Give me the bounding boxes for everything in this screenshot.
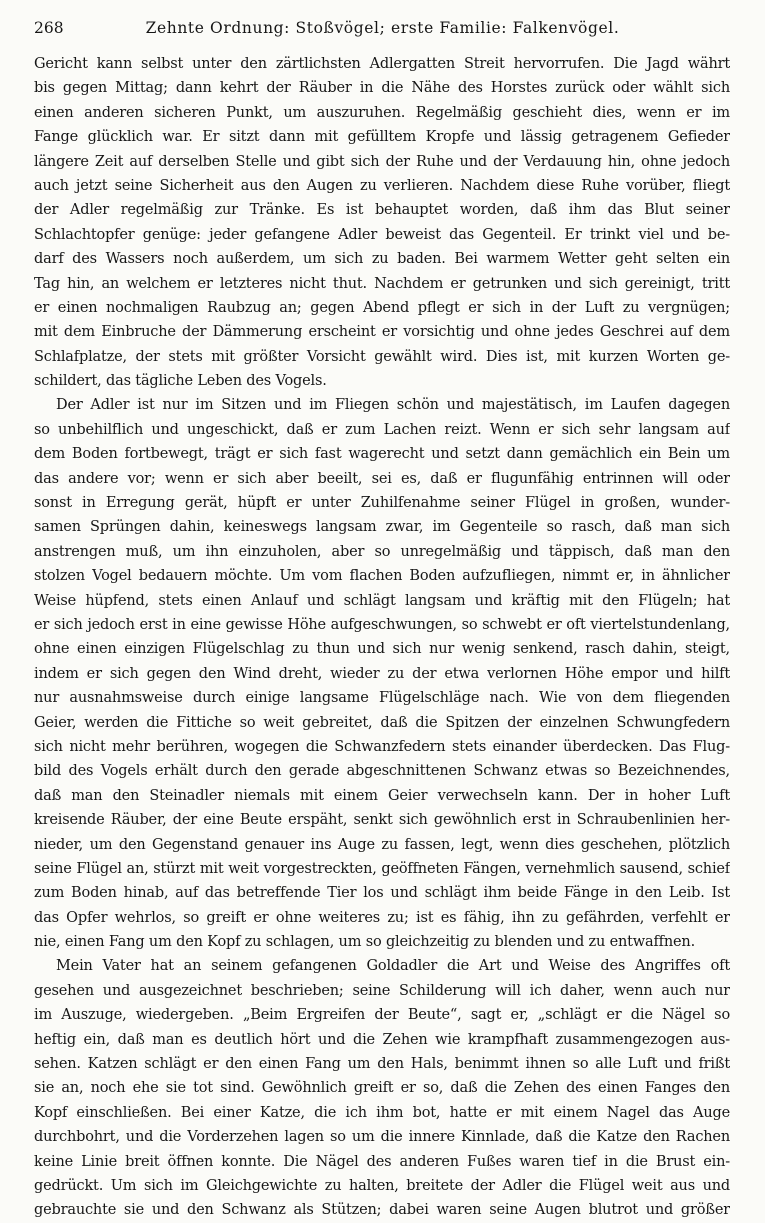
text-line: gesehen und ausgezeichnet beschrieben; seine Schilderung will ich daher, wenn auch nur bbox=[34, 982, 730, 999]
text-line: indem er sich gegen den Wind dreht, wieder zu der etwa verlornen Höhe empor und hilft bbox=[34, 665, 730, 682]
text-line: keine Linie breit öffnen konnte. Die Nägel des anderen Fußes waren tief in die Brust ein- bbox=[34, 1153, 730, 1170]
text-line: bild des Vogels erhält durch den gerade abgeschnittenen Schwanz etwas so Bezeichnendes, bbox=[34, 763, 730, 780]
text-line: sie an, noch ehe sie tot sind. Gewöhnlich greift er so, daß die Zehen des einen Fanges den bbox=[34, 1080, 730, 1097]
text-line: Schlachtopfer genüge: jeder gefangene Adler beweist das Gegenteil. Er trinkt viel und be- bbox=[34, 226, 730, 243]
text-line: stolzen Vogel bedauern möchte. Um vom flachen Boden aufzufliegen, nimmt er, in ähnlicher bbox=[34, 568, 730, 585]
text-line: der Adler regelmäßig zur Tränke. Es ist behauptet worden, daß ihm das Blut seiner bbox=[34, 202, 730, 219]
paragraph bbox=[34, 52, 730, 393]
text-line: seine Flügel an, stürzt mit weit vorgestreckten, geöffneten Fängen, vernehmlich sausend, schief bbox=[34, 860, 730, 877]
text-line: nieder, um den Gegenstand genauer ins Auge zu fassen, legt, wenn dies geschehen, plötzlich bbox=[34, 836, 730, 853]
text-line: auch jetzt seine Sicherheit aus den Augen zu verlieren. Nachdem diese Ruhe vorüber, fliegt bbox=[34, 177, 730, 194]
page-header bbox=[34, 16, 731, 40]
text-line: Fange glücklich war. Er sitzt dann mit gefülltem Kropfe und lässig getragenem Gefieder bbox=[34, 129, 730, 146]
text-line: er einen nochmaligen Raubzug an; gegen Abend pflegt er sich in der Luft zu vergnügen; bbox=[34, 299, 730, 316]
text-line: gebrauchte sie und den Schwanz als Stützen; dabei waren seine Augen blutrot und größer bbox=[34, 1202, 730, 1219]
text-line: bis gegen Mittag; dann kehrt der Räuber in die Nähe des Horstes zurück oder wählt sich bbox=[34, 80, 730, 97]
text-line: Weise hüpfend, stets einen Anlauf und schlägt langsam und kräftig mit den Flügeln; hat bbox=[34, 592, 730, 609]
text-line: ohne einen einzigen Flügelschlag zu thun und sich nur wenig senkend, rasch dahin, steigt, bbox=[34, 641, 730, 658]
text-line: sehen. Katzen schlägt er den einen Fang um den Hals, benimmt ihnen so alle Luft und frißt bbox=[34, 1056, 730, 1073]
text-line: einen anderen sicheren Punkt, um auszuruhen. Regelmäßig geschieht dies, wenn er im bbox=[34, 104, 730, 121]
text-line: gedrückt. Um sich im Gleichgewichte zu halten, breitete der Adler die Flügel weit aus und bbox=[34, 1177, 730, 1194]
text-line: Der Adler ist nur im Sitzen und im Fliegen schön und majestätisch, im Laufen dagegen bbox=[56, 397, 730, 414]
text-line: heftig ein, daß man es deutlich hört und die Zehen wie krampfhaft zusammengezogen aus- bbox=[34, 1031, 730, 1048]
text-line: das andere vor; wenn er sich aber beeilt, sei es, daß er flugunfähig entrinnen will oder bbox=[34, 470, 730, 487]
text-line: anstrengen muß, um ihn einzuholen, aber so unregelmäßig und täppisch, daß man den bbox=[34, 543, 730, 560]
text-line: sonst in Erregung gerät, hüpft er unter Zuhilfenahme seiner Flügel in großen, wunder- bbox=[34, 495, 730, 512]
text-line: er sich jedoch erst in eine gewisse Höhe aufgeschwungen, so schwebt er oft viertelstundenlang, bbox=[34, 616, 730, 633]
text-line: darf des Wassers noch außerdem, um sich zu baden. Bei warmem Wetter geht selten ein bbox=[34, 251, 730, 268]
text-line: so unbehilflich und ungeschickt, daß er zum Lachen reizt. Wenn er sich sehr langsam auf bbox=[34, 421, 730, 438]
text-line: Geier, werden die Fittiche so weit gebreitet, daß die Spitzen der einzelnen Schwungfedern bbox=[34, 714, 730, 731]
text-line: das Opfer wehrlos, so greift er ohne weiteres zu; ist es fähig, ihn zu gefährden, verfehlt er bbox=[34, 909, 730, 926]
text-line: Tag hin, an welchem er letzteres nicht thut. Nachdem er getrunken und sich gereinigt, tritt bbox=[34, 275, 730, 292]
text-line: längere Zeit auf derselben Stelle und gibt sich der Ruhe und der Verdauung hin, ohne jedoch bbox=[34, 153, 730, 170]
text-line: zum Boden hinab, auf das betreffende Tier los und schlägt ihm beide Fänge in den Leib. Ist bbox=[34, 885, 730, 902]
text-line: durchbohrt, und die Vorderzehen lagen so um die innere Kinnlade, daß die Katze den Rachen bbox=[34, 1129, 730, 1146]
text-line: im Auszuge, wiedergeben. „Beim Ergreifen der Beute“, sagt er, „schlägt er die Nägel so bbox=[34, 1007, 730, 1024]
text-line: dem Boden fortbewegt, trägt er sich fast wagerecht und setzt dann gemächlich ein Bein um bbox=[34, 446, 730, 463]
text-line: Kopf einschließen. Bei einer Katze, die ich ihm bot, hatte er mit einem Nagel das Auge bbox=[34, 1104, 730, 1121]
page-number: 268 bbox=[34, 19, 64, 37]
body-text bbox=[34, 52, 730, 1223]
text-line: nur ausnahmsweise durch einige langsame Flügelschläge nach. Wie von dem fliegenden bbox=[34, 690, 730, 707]
text-line: mit dem Einbruche der Dämmerung erscheint er vorsichtig und ohne jedes Geschrei auf dem bbox=[34, 324, 730, 341]
paragraph bbox=[34, 393, 730, 954]
text-line: kreisende Räuber, der eine Beute erspäht, senkt sich gewöhnlich erst in Schraubenlinien her- bbox=[34, 812, 730, 829]
text-line: Schlafplatze, der stets mit größter Vorsicht gewählt wird. Dies ist, mit kurzen Worten ge- bbox=[34, 348, 730, 365]
text-line: samen Sprüngen dahin, keineswegs langsam zwar, im Gegenteile so rasch, daß man sich bbox=[34, 519, 730, 536]
text-line: nie, einen Fang um den Kopf zu schlagen, um so gleichzeitig zu blenden und zu entwaffnen. bbox=[34, 934, 696, 951]
text-line: Gericht kann selbst unter den zärtlichsten Adlergatten Streit hervorrufen. Die Jagd währt bbox=[34, 56, 730, 72]
text-line: sich nicht mehr berühren, wogegen die Schwanzfedern stets einander überdecken. Das Flug- bbox=[34, 738, 730, 755]
text-line: schildert, das tägliche Leben des Vogels. bbox=[34, 373, 327, 390]
running-head: Zehnte Ordnung: Stoßvögel; erste Familie: Falkenvögel. bbox=[145, 19, 620, 37]
paragraph bbox=[34, 954, 730, 1222]
text-line: Mein Vater hat an seinem gefangenen Goldadler die Art und Weise des Angriffes oft bbox=[56, 958, 730, 975]
text-line: daß man den Steinadler niemals mit einem Geier verwechseln kann. Der in hoher Luft bbox=[34, 787, 730, 804]
